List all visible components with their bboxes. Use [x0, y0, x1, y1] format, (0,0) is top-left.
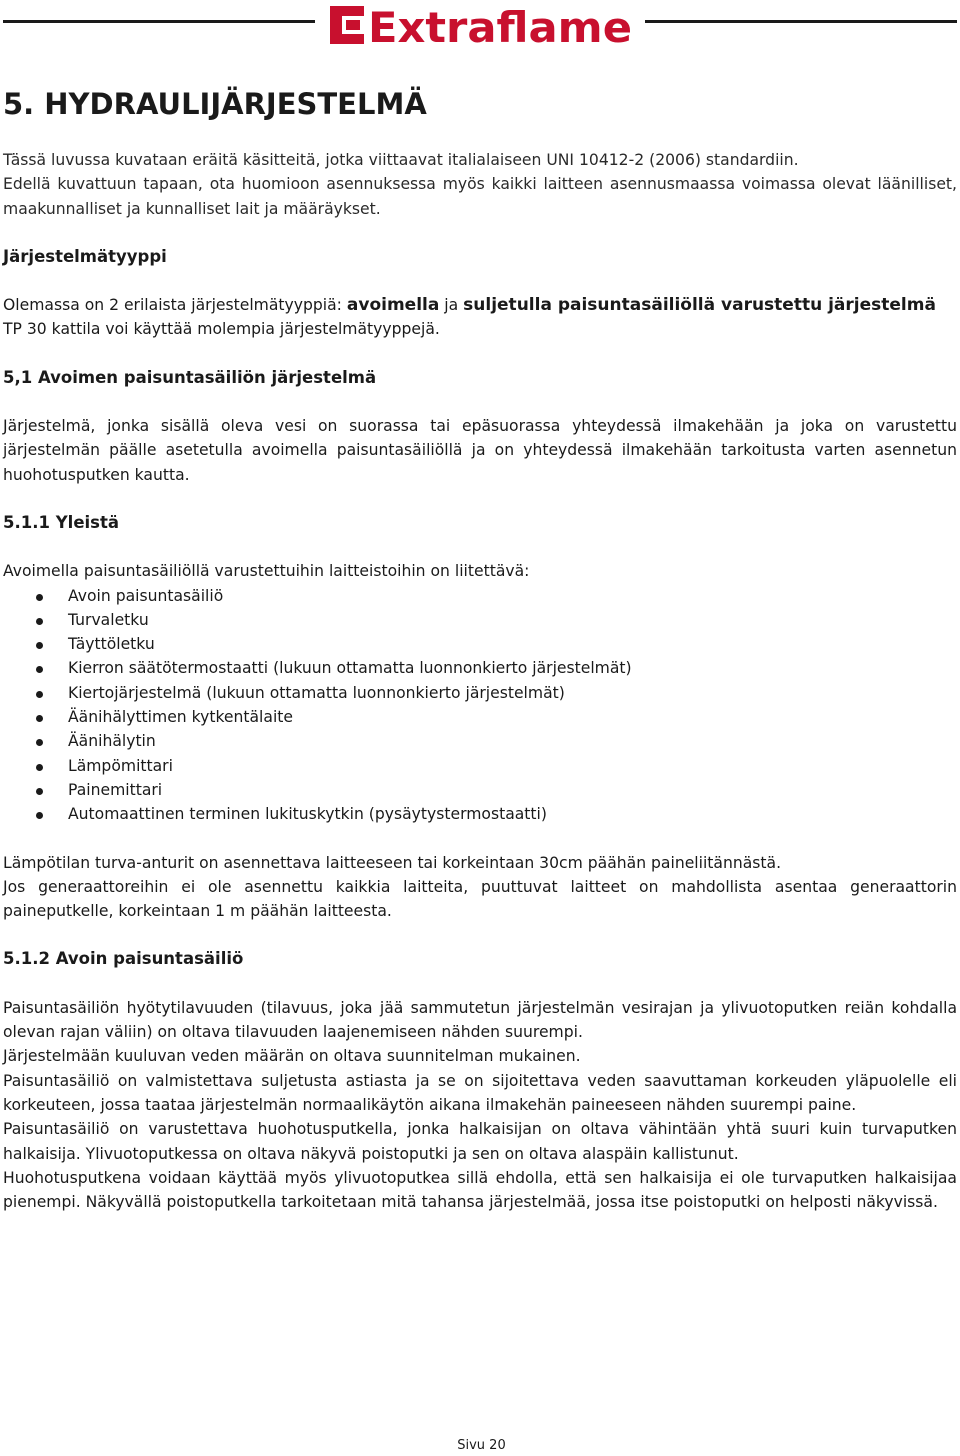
system-type-open: avoimella — [346, 295, 440, 316]
tank-paragraph-4: Paisuntasäiliö on varustettava huohotusputkella, jonka halkaisijan on oltava vähintään yhtä suuri kuin turvaputken halkaisija. Ylivuotoputkessa on oltava näkyvä poistoputki ja sen on oltava alaspäin kallistunut. — [3, 1120, 957, 1163]
list-item: Täyttöletku — [3, 632, 957, 656]
open-system-heading: 5,1 Avoimen paisuntasäiliön järjestelmä — [3, 367, 377, 387]
list-item: Avoin paisuntasäiliö — [3, 584, 957, 608]
bullet-icon — [36, 666, 43, 673]
general-lead: Avoimella paisuntasäiliöllä varustettuihin laitteistoihin on liitettävä: — [3, 562, 530, 581]
list-item: Äänihälytin — [3, 729, 957, 753]
tank-heading: 5.1.2 Avoin paisuntasäiliö — [3, 949, 244, 969]
required-items-list — [3, 584, 957, 827]
list-item: Äänihälyttimen kytkentälaite — [3, 705, 957, 729]
list-item: Kierron säätötermostaatti (lukuun ottamatta luonnonkierto järjestelmät) — [3, 656, 957, 680]
tank-paragraph-1: Paisuntasäiliön hyötytilavuuden (tilavuus, joka jää sammutetun järjestelmän vesirajan ja ylivuotoputken reiän kohdalla olevan rajan väliin) on oltava tilavuuden laajenemiseen nähden suurempi. — [3, 998, 957, 1042]
page-number: Sivu 20 — [457, 1438, 506, 1453]
system-type-heading: Järjestelmätyyppi — [3, 246, 167, 266]
header-rule-left — [3, 20, 315, 23]
bullet-icon — [36, 812, 43, 819]
intro-line-2: Edellä kuvattuun tapaan, ota huomioon asennuksessa myös kaikki laitteen asennusmaassa voimassa olevat läänilliset, maakunnalliset ja kunnalliset lait ja määräykset. — [3, 175, 957, 218]
list-item: Automaattinen terminen lukituskytkin (pysäytystermostaatti) — [3, 802, 957, 826]
intro-line-1: Tässä luvussa kuvataan eräitä käsitteitä, jotka viittaavat italialaiseen UNI 10412-2 (2006) standardiin. — [3, 151, 799, 169]
general-heading: 5.1.1 Yleistä — [3, 512, 120, 532]
tank-paragraph-2: Järjestelmään kuuluvan veden määrän on oltava suunnitelman mukainen. — [3, 1047, 581, 1066]
bullet-icon — [36, 764, 43, 771]
list-item: Kiertojärjestelmä (lukuun ottamatta luonnonkierto järjestelmät) — [3, 681, 957, 705]
system-type-note: TP 30 kattila voi käyttää molempia järjestelmätyyppejä. — [3, 320, 440, 339]
bullet-icon — [36, 788, 43, 795]
list-item: Painemittari — [3, 778, 957, 802]
system-type-text — [3, 293, 957, 317]
bullet-icon — [36, 594, 43, 601]
brand-name: Extraflame — [368, 3, 632, 48]
page-footer — [0, 1438, 960, 1453]
system-type-prefix: Olemassa on 2 erilaista järjestelmätyyppiä: — [3, 296, 342, 315]
list-item: Turvaletku — [3, 608, 957, 632]
general-after-2: Jos generaattoreihin ei ole asennettu kaikkia laitteita, puuttuvat laitteet on mahdollista asentaa generaattorin paineputkelle, korkeintaan 1 m päähän laitteesta. — [3, 877, 957, 921]
header-rule-right — [645, 20, 957, 23]
general-after-1: Lämpötilan turva-anturit on asennettava laitteeseen tai korkeintaan 30cm päähän paineliitännästä. — [3, 853, 782, 872]
bullet-icon — [36, 642, 43, 649]
bullet-icon — [36, 715, 43, 722]
bullet-icon — [36, 739, 43, 746]
page-header — [0, 0, 960, 50]
tank-paragraph-5: Huohotusputkena voidaan käyttää myös ylivuotoputkea sillä ehdolla, että sen halkaisija ei ole turvaputken halkaisijaa pienempi. Näkyvällä poistoputkella tarkoitetaan mitä tahansa järjestelmää, jossa itse poistoputki on helposti näkyvissä. — [3, 1168, 957, 1212]
section-title: 5. HYDRAULIJÄRJESTELMÄ — [3, 87, 427, 121]
list-item: Lämpömittari — [3, 754, 957, 778]
tank-paragraph-3: Paisuntasäiliö on valmistettava suljetusta astiasta ja se on sijoitettava veden saavuttaman korkeuden yläpuolelle eli korkeuteen, jossa taataa järjestelmän normaalikäytön aikana ilmakehän paineeseen nähden suurempi paine. — [3, 1071, 957, 1114]
extraflame-logo — [326, 2, 638, 48]
system-type-conj: ja — [444, 296, 459, 315]
open-system-text: Järjestelmä, jonka sisällä oleva vesi on suorassa tai epäsuorassa yhteydessä ilmakehään ja joka on varustettu järjestelmän päälle asetetulla avoimella paisuntasäiliöllä ja on yhteydessä ilmakehään tarkoitusta varten asennetun huohotusputken kautta. — [3, 417, 957, 484]
bullet-icon — [36, 618, 43, 625]
page-content — [3, 84, 957, 1214]
system-type-closed: suljetulla paisuntasäiliöllä varustettu järjestelmä — [463, 295, 936, 316]
bullet-icon — [36, 691, 43, 698]
